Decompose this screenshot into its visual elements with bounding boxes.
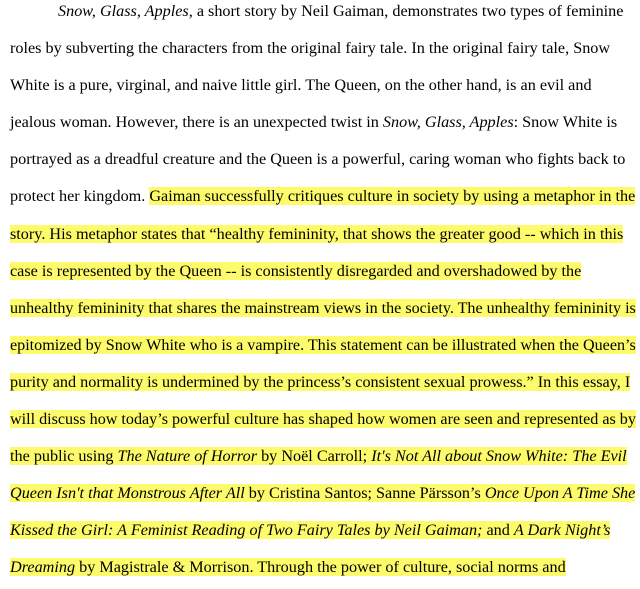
text-line (10, 222, 623, 246)
text-line (10, 555, 566, 579)
highlighted-text: by Magistrale & Morrison. Through the power of culture, social norms and (75, 558, 566, 576)
highlighted-text: will discuss how today’s powerful culture has shaped how women are seen and represented as by (10, 410, 636, 428)
highlighted-text: Gaiman successfully critiques culture in society by using a metaphor in the (149, 187, 636, 205)
text-line (10, 296, 636, 320)
text-line (10, 259, 581, 283)
text-line (10, 444, 627, 468)
highlighted-text: the public using (10, 447, 118, 465)
highlighted-text: unhealthy femininity that shares the mainstream views in the society. The unhealthy femininity is (10, 299, 636, 317)
text-line (10, 481, 635, 505)
text-line (10, 370, 630, 394)
highlighted-text: story. His metaphor states that “healthy femininity, that shows the greater good -- which in this (10, 225, 624, 243)
text-run: White is a pure, virginal, and naive little girl. The Queen, on the other hand, is an evil and (10, 76, 592, 94)
highlighted-text: The Nature of Horror (117, 447, 258, 465)
text-run: Snow, Glass, Apples, (58, 2, 193, 20)
text-line (10, 518, 610, 542)
text-run: a short story by Neil Gaiman, demonstrates two types of feminine (192, 2, 624, 20)
highlighted-text: by Cristina Santos; Sanne Pärsson’s (244, 484, 485, 502)
highlighted-text: Queen Isn't that Monstrous After All (10, 484, 245, 502)
text-run: roles by subverting the characters from the original fairy tale. In the original fairy tale, Snow (10, 39, 611, 57)
highlighted-text: Dreaming (10, 558, 76, 576)
highlighted-text: Kissed the Girl: A Feminist Reading of Two Fairy Tales by Neil Gaiman; (10, 521, 483, 539)
highlighted-text: case is represented by the Queen -- is consistently disregarded and overshadowed by the (10, 262, 582, 280)
text-run: jealous woman. However, there is an unexpected twist in (10, 113, 383, 131)
highlighted-text: purity and normality is undermined by the princess’s consistent sexual prowess.” In this essay, I (10, 373, 631, 391)
text-line (10, 36, 610, 60)
text-run: Snow, Glass, Apples (382, 113, 514, 131)
highlighted-text: by Noël Carroll; (257, 447, 372, 465)
highlighted-text: epitomized by Snow White who is a vampire. This statement can be illustrated when the Queen’s (10, 336, 636, 354)
highlighted-text: and (482, 521, 514, 539)
text-run: : Snow White is (513, 113, 618, 131)
text-line (10, 184, 635, 208)
text-run: portrayed as a dreadful creature and the Queen is a powerful, caring woman who fights back to (10, 150, 626, 168)
text-run: protect her kingdom. (10, 187, 150, 205)
text-line (10, 73, 592, 97)
text-line (10, 147, 625, 171)
text-line (10, 333, 636, 357)
text-line (10, 110, 617, 134)
text-line (58, 0, 623, 23)
highlighted-text: A Dark Night’s (513, 521, 611, 539)
highlighted-text: It's Not All about Snow White: The Evil (371, 447, 627, 465)
text-line (10, 407, 636, 431)
highlighted-text: Once Upon A Time She (484, 484, 636, 502)
